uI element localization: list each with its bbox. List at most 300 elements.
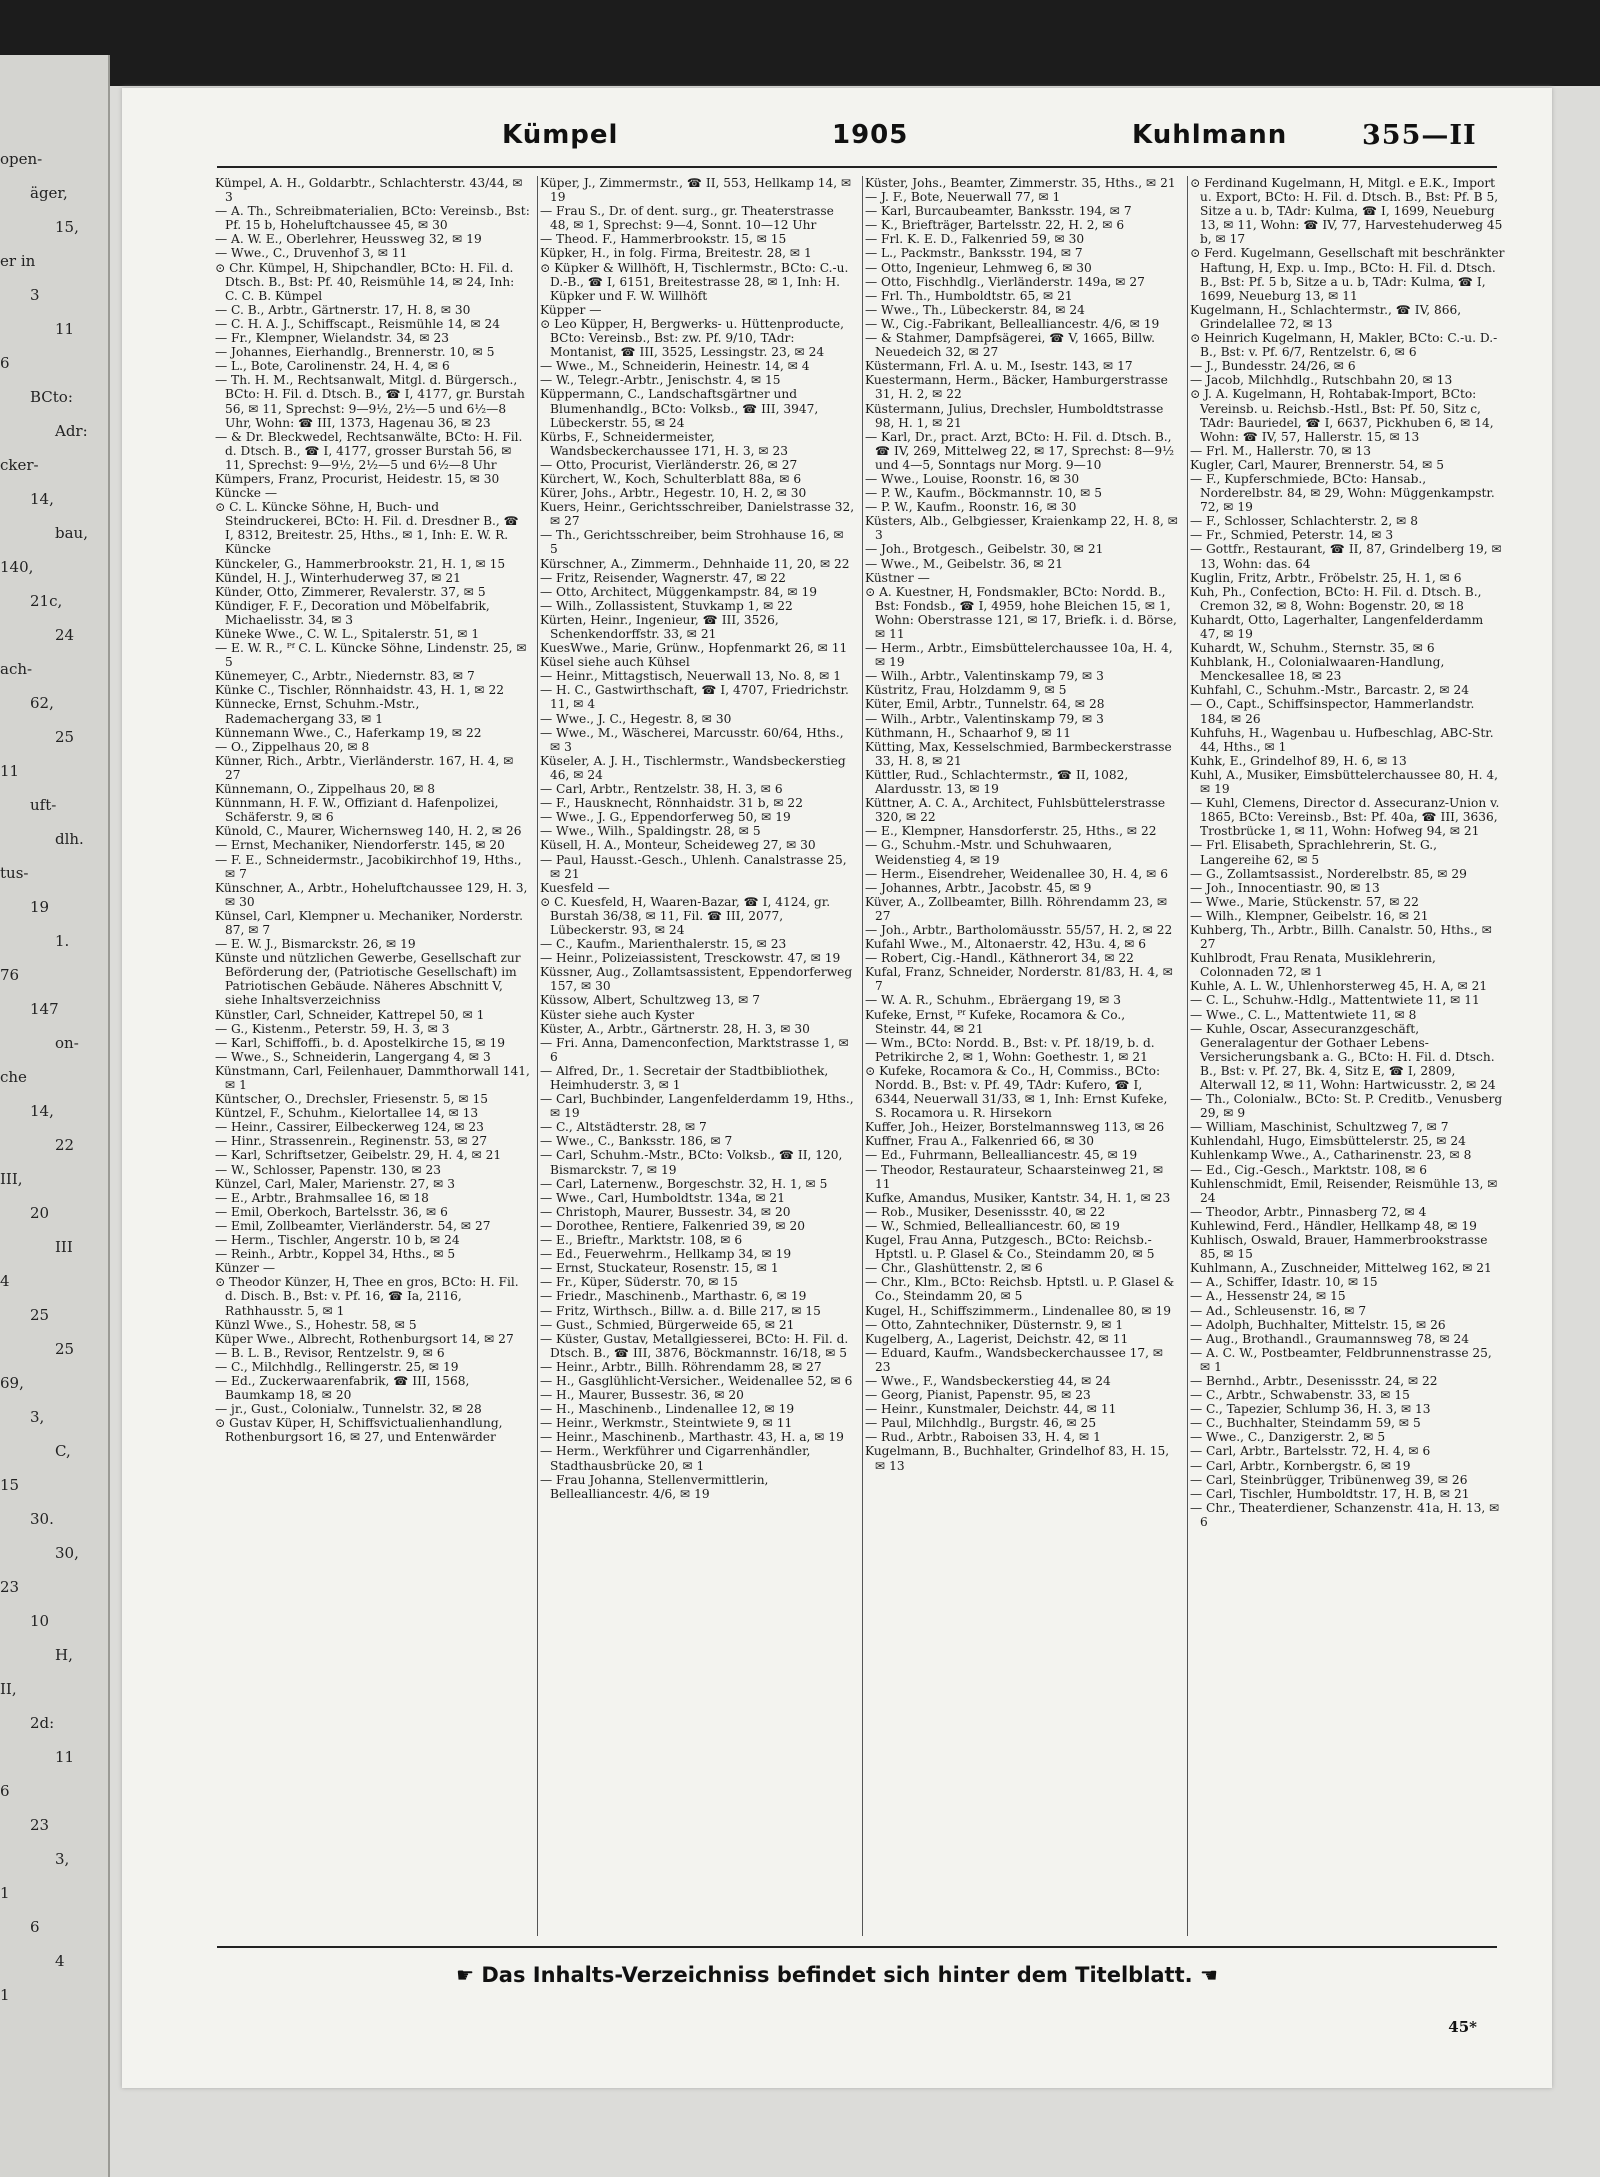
directory-entry: — Herm., Werkführer und Cigarrenhändler, Stadthausbrücke 20, ✉ 1 xyxy=(540,1444,811,1473)
directory-entry: — C., Milchhdlg., Rellingerstr. 25, ✉ 19 xyxy=(215,1359,459,1374)
adjacent-page-fragment: uft- xyxy=(30,796,57,814)
directory-entry: — Gottfr., Restaurant, ☎ II, 87, Grindelberg 19, ✉ 13, Wohn: das. 64 xyxy=(1190,542,1502,571)
adjacent-page-fragment: 1 xyxy=(0,1884,10,1902)
directory-entry: — Heinr., Mittagstisch, Neuerwall 13, No. 8, ✉ 1 xyxy=(540,669,841,684)
directory-entry: Kugler, Carl, Maurer, Brennerstr. 54, ✉ 5 xyxy=(1190,457,1444,472)
directory-entry: — Carl, Laternenw., Borgeschstr. 32, H. 1, ✉ 5 xyxy=(540,1176,828,1191)
directory-entry: — Wilh., Zollassistent, Stuvkamp 1, ✉ 22 xyxy=(540,598,793,613)
directory-entry: — Wilh., Klempner, Geibelstr. 16, ✉ 21 xyxy=(1190,908,1429,923)
directory-entry: — Theodor, Restaurateur, Schaarsteinweg 21, ✉ 11 xyxy=(865,1162,1164,1191)
adjacent-page-fragment: 23 xyxy=(30,1816,50,1834)
directory-entry: — G., Schuhm.-Mstr. und Schuhwaaren, Weidenstieg 4, ✉ 19 xyxy=(865,838,1112,867)
column-3 xyxy=(865,176,1180,1936)
directory-entry: — Eduard, Kaufm., Wandsbeckerchaussee 17, ✉ 23 xyxy=(865,1345,1164,1374)
adjacent-page-fragment: 4 xyxy=(0,1272,10,1290)
directory-entry: — Dorothee, Rentiere, Falkenried 39, ✉ 20 xyxy=(540,1218,805,1233)
directory-entry: — Rob., Musiker, Desenissstr. 40, ✉ 22 xyxy=(865,1204,1106,1219)
directory-entry: ⊙ Ferdinand Kugelmann, H, Mitgl. e E.K., Import u. Export, BCto: H. Fil. d. Dtsch. B., Bst: Pf. B 5, Sitze a u. b, TAdr: Kulma, ☎ I, 1699, Neueburg 13, ✉ 11, Wohn: ☎ IV, 77, Harvestehuderweg 45 b, ✉ 17 xyxy=(1190,176,1503,247)
directory-entry: — F., Hausknecht, Rönnhaidstr. 31 b, ✉ 22 xyxy=(540,796,803,811)
column-2 xyxy=(540,176,855,1936)
directory-entry: — Wwe., Wilh., Spaldingstr. 28, ✉ 5 xyxy=(540,824,761,839)
directory-entry: — C., Kaufm., Marienthalerstr. 15, ✉ 23 xyxy=(540,937,787,952)
directory-entry: Kufal, Franz, Schneider, Norderstr. 81/83, H. 4, ✉ 7 xyxy=(865,965,1173,994)
adjacent-page-fragment: er in xyxy=(0,252,36,270)
directory-entry: — Wwe., Marie, Stückenstr. 57, ✉ 22 xyxy=(1190,894,1419,909)
directory-entry: Künnmann, H. F. W., Offiziant d. Hafenpolizei, Schäferstr. 9, ✉ 6 xyxy=(215,796,499,825)
directory-entry: — Fr., Klempner, Wielandstr. 34, ✉ 23 xyxy=(215,331,449,346)
directory-entry: Kufahl Wwe., M., Altonaerstr. 42, H3u. 4, ✉ 6 xyxy=(865,937,1147,952)
directory-entry: — Emil, Zollbeamter, Vierländerstr. 54, ✉ 27 xyxy=(215,1218,491,1233)
directory-columns xyxy=(215,176,1507,1936)
directory-entry: — Ernst, Mechaniker, Niendorferstr. 145, ✉ 20 xyxy=(215,838,505,853)
adjacent-page-fragment: 15 xyxy=(0,1476,20,1494)
adjacent-page-fragment: 20 xyxy=(30,1204,50,1222)
footer-note xyxy=(122,1963,1552,1987)
directory-entry: Kuhfahl, C., Schuhm.-Mstr., Barcastr. 2, ✉ 24 xyxy=(1190,683,1469,698)
directory-entry: — Friedr., Maschinenb., Marthastr. 6, ✉ 19 xyxy=(540,1289,807,1304)
directory-entry: ⊙ Heinrich Kugelmann, H, Makler, BCto: C.-u. D.-B., Bst: v. Pf. 6/7, Rentzelstr. 6, ✉ 6 xyxy=(1190,331,1498,360)
directory-entry: — Wilh., Arbtr., Valentinskamp 79, ✉ 3 xyxy=(865,669,1104,684)
directory-entry: — E., Brieftr., Marktstr. 108, ✉ 6 xyxy=(540,1233,743,1248)
directory-entry: — Paul, Milchhdlg., Burgstr. 46, ✉ 25 xyxy=(865,1416,1097,1431)
adjacent-page-fragment: 2d: xyxy=(30,1714,55,1732)
column-divider xyxy=(537,176,538,1936)
adjacent-page-fragment: 15, xyxy=(55,218,79,236)
directory-entry: — C., Altstädterstr. 28, ✉ 7 xyxy=(540,1120,707,1135)
directory-entry: — F., Schlosser, Schlachterstr. 2, ✉ 8 xyxy=(1190,514,1418,529)
adjacent-page-fragment: 6 xyxy=(30,1918,40,1936)
directory-entry: — C., Arbtr., Schwabenstr. 33, ✉ 15 xyxy=(1190,1388,1410,1403)
adjacent-page-fragment: 25 xyxy=(55,1340,75,1358)
directory-entry: — Karl, Schriftsetzer, Geibelstr. 29, H. 4, ✉ 21 xyxy=(215,1148,502,1163)
directory-entry: — Alfred, Dr., 1. Secretair der Stadtbibliothek, Heimhuderstr. 3, ✉ 1 xyxy=(540,1063,829,1092)
directory-entry: — A. C. W., Postbeamter, Feldbrunnenstrasse 25, ✉ 1 xyxy=(1190,1345,1492,1374)
directory-entry: — Joh., Brotgesch., Geibelstr. 30, ✉ 21 xyxy=(865,542,1104,557)
directory-entry: Küstermann, Julius, Drechsler, Humboldtstrasse 98, H. 1, ✉ 21 xyxy=(865,401,1164,430)
directory-entry: ⊙ Küpker & Willhöft, H, Tischlermstr., BCto: C.-u. D.-B., ☎ I, 6151, Breitestrasse 28, ✉ 1, Inh: H. Küpker und F. W. Willhöft xyxy=(540,260,849,303)
directory-entry: — Carl, Steinbrügger, Tribünenweg 39, ✉ 26 xyxy=(1190,1472,1468,1487)
directory-entry: Künemeyer, C., Arbtr., Niedernstr. 83, ✉ 7 xyxy=(215,669,475,684)
directory-entry: — Theod. F., Hammerbrookstr. 15, ✉ 15 xyxy=(540,232,787,247)
directory-entry: — Ernst, Stuckateur, Rosenstr. 15, ✉ 1 xyxy=(540,1261,779,1276)
column-1 xyxy=(215,176,530,1936)
directory-entry: — Hinr., Strassenrein., Reginenstr. 53, ✉ 27 xyxy=(215,1134,488,1149)
adjacent-page-fragment: 21c, xyxy=(30,592,63,610)
directory-page xyxy=(122,88,1552,2088)
footer-text: Das Inhalts-Verzeichniss befindet sich hinter dem Titelblatt. xyxy=(481,1963,1193,1987)
directory-entry: — G., Zollamtsassist., Norderelbstr. 85, ✉ 29 xyxy=(1190,866,1467,881)
directory-entry: Kündel, H. J., Winterhuderweg 37, ✉ 21 xyxy=(215,570,461,585)
footer-rule xyxy=(217,1946,1497,1948)
directory-entry: Küver, A., Zollbeamter, Billh. Röhrendamm 23, ✉ 27 xyxy=(865,894,1168,923)
directory-entry: Kuhlenkamp Wwe., A., Catharinenstr. 23, ✉ 8 xyxy=(1190,1148,1472,1163)
directory-entry: Küthmann, H., Schaarhof 9, ✉ 11 xyxy=(865,725,1072,740)
directory-entry: ⊙ Gustav Küper, H, Schiffsvictualienhandlung, Rothenburgsort 16, ✉ 27, und Entenwärder xyxy=(215,1416,503,1445)
directory-entry: Kuhlbrodt, Frau Renata, Musiklehrerin, Colonnaden 72, ✉ 1 xyxy=(1190,951,1436,980)
directory-entry: Küttner, A. C. A., Architect, Fuhlsbüttelerstrasse 320, ✉ 22 xyxy=(865,796,1166,825)
adjacent-page-strip xyxy=(0,55,110,2177)
directory-entry: Künder, Otto, Zimmerer, Revalerstr. 37, ✉ 5 xyxy=(215,584,486,599)
directory-entry: — Ed., Feuerwehrm., Hellkamp 34, ✉ 19 xyxy=(540,1247,792,1262)
directory-entry: — Heinr., Kunstmaler, Deichstr. 44, ✉ 11 xyxy=(865,1402,1117,1417)
adjacent-page-fragment: 30. xyxy=(30,1510,54,1528)
directory-entry: — A., Schiffer, Idastr. 10, ✉ 15 xyxy=(1190,1275,1378,1290)
directory-entry: — Fr., Küper, Süderstr. 70, ✉ 15 xyxy=(540,1275,738,1290)
adjacent-page-fragment: H, xyxy=(55,1646,73,1664)
directory-entry: Künold, C., Maurer, Wichernsweg 140, H. 2, ✉ 26 xyxy=(215,824,522,839)
directory-entry: — Otto, Fischhdlg., Vierländerstr. 149a, ✉ 27 xyxy=(865,274,1145,289)
directory-entry: — E. W. R., ᴾᶠ C. L. Küncke Söhne, Lindenstr. 25, ✉ 5 xyxy=(215,641,527,670)
directory-entry: Künckeler, G., Hammerbrookstr. 21, H. 1, ✉ 15 xyxy=(215,556,506,571)
directory-entry: — Wwe., Louise, Roonstr. 16, ✉ 30 xyxy=(865,471,1080,486)
directory-entry: — Carl, Buchbinder, Langenfelderdamm 19, Hths., ✉ 19 xyxy=(540,1092,854,1121)
adjacent-page-fragment: 30, xyxy=(55,1544,79,1562)
adjacent-page-fragment: 22 xyxy=(55,1136,75,1154)
directory-entry: Kuhlisch, Oswald, Brauer, Hammerbrookstrasse 85, ✉ 15 xyxy=(1190,1233,1488,1262)
directory-entry: Künschner, A., Arbtr., Hoheluftchaussee 129, H. 3, ✉ 30 xyxy=(215,880,528,909)
directory-entry: Künsel, Carl, Klempner u. Mechaniker, Norderstr. 87, ✉ 7 xyxy=(215,908,524,937)
directory-entry: Kugelmann, B., Buchhalter, Grindelhof 83, H. 15, ✉ 13 xyxy=(865,1444,1170,1473)
adjacent-page-fragment: 69, xyxy=(0,1374,24,1392)
directory-entry: — Johannes, Eierhandlg., Brennerstr. 10, ✉ 5 xyxy=(215,345,495,360)
adjacent-page-fragment: 6 xyxy=(0,354,10,372)
directory-entry: Künste und nützlichen Gewerbe, Gesellschaft zur Beförderung der, (Patriotische Gesellschaft) im Patriotischen Gebäude. Näheres Abschnitt V, siehe Inhaltsverzeichniss xyxy=(215,951,521,1008)
directory-entry: Kugelberg, A., Lagerist, Deichstr. 42, ✉ 11 xyxy=(865,1331,1129,1346)
adjacent-page-fragment: 147 xyxy=(30,1000,59,1018)
adjacent-page-fragment: III xyxy=(55,1238,73,1256)
directory-entry: Künnemann, O., Zippelhaus 20, ✉ 8 xyxy=(215,782,436,797)
directory-entry: — Ad., Schleusenstr. 16, ✉ 7 xyxy=(1190,1303,1367,1318)
directory-entry: — Chr., Glashüttenstr. 2, ✉ 6 xyxy=(865,1261,1043,1276)
directory-entry: Küppermann, C., Landschaftsgärtner und Blumenhandlg., BCto: Volksb., ☎ III, 3947, Lübeckerstr. 55, ✉ 24 xyxy=(540,387,819,430)
directory-entry: — Johannes, Arbtr., Jacobstr. 45, ✉ 9 xyxy=(865,880,1092,895)
directory-entry: — Ed., Fuhrmann, Bellealliancestr. 45, ✉ 19 xyxy=(865,1148,1138,1163)
directory-entry: Kürchert, W., Koch, Schulterblatt 88a, ✉ 6 xyxy=(540,471,802,486)
page-header xyxy=(122,120,1552,160)
directory-entry: Kündiger, F. F., Decoration und Möbelfabrik, Michaelisstr. 34, ✉ 3 xyxy=(215,598,490,627)
directory-entry: — Paul, Hausst.-Gesch., Uhlenh. Canalstrasse 25, ✉ 21 xyxy=(540,852,847,881)
directory-entry: Kuhl, A., Musiker, Eimsbüttelerchaussee 80, H. 4, ✉ 19 xyxy=(1190,767,1498,797)
adjacent-page-fragment: che xyxy=(0,1068,27,1086)
adjacent-page-fragment: tus- xyxy=(0,864,29,882)
directory-entry: — Heinr., Maschinenb., Marthastr. 43, H. a, ✉ 19 xyxy=(540,1430,844,1445)
directory-entry: — Rud., Arbtr., Raboisen 33, H. 4, ✉ 1 xyxy=(865,1430,1101,1445)
directory-entry: — Frau Johanna, Stellenvermittlerin, Bellealliancestr. 4/6, ✉ 19 xyxy=(540,1472,769,1501)
directory-entry: — Karl, Burcaubeamter, Banksstr. 194, ✉ 7 xyxy=(865,204,1132,219)
directory-entry: — E., Klempner, Hansdorferstr. 25, Hths., ✉ 22 xyxy=(865,824,1157,839)
directory-entry: — L., Bote, Carolinenstr. 24, H. 4, ✉ 6 xyxy=(215,359,450,374)
directory-entry: Küssow, Albert, Schultzweg 13, ✉ 7 xyxy=(540,993,760,1008)
adjacent-page-fragment: 11 xyxy=(55,320,75,338)
directory-entry: Küstritz, Frau, Holzdamm 9, ✉ 5 xyxy=(865,683,1067,698)
directory-entry: Kürbs, F., Schneidermeister, Wandsbeckerchaussee 171, H. 3, ✉ 23 xyxy=(540,429,788,458)
directory-entry: — Carl, Schuhm.-Mstr., BCto: Volksb., ☎ II, 120, Bismarckstr. 7, ✉ 19 xyxy=(540,1148,843,1177)
directory-entry: Küper Wwe., Albrecht, Rothenburgsort 14, ✉ 27 xyxy=(215,1331,514,1346)
directory-entry: Kuhberg, Th., Arbtr., Billh. Canalstr. 50, Hths., ✉ 27 xyxy=(1190,922,1492,952)
directory-entry: Kuhardt, Otto, Lagerhalter, Langenfelderdamm 47, ✉ 19 xyxy=(1190,612,1484,641)
header-last-entry: Kuhlmann xyxy=(1132,120,1288,150)
directory-entry: — L., Packmstr., Banksstr. 194, ✉ 7 xyxy=(865,246,1083,261)
directory-entry: — Ed., Zuckerwaarenfabrik, ☎ III, 1568, Baumkamp 18, ✉ 20 xyxy=(215,1373,470,1403)
directory-entry: — Bernhd., Arbtr., Desenissstr. 24, ✉ 22 xyxy=(1190,1373,1438,1388)
adjacent-page-fragment: 11 xyxy=(0,762,20,780)
directory-entry: Kuhblank, H., Colonialwaaren-Handlung, Menckesallee 18, ✉ 23 xyxy=(1190,655,1445,684)
directory-entry: — O., Zippelhaus 20, ✉ 8 xyxy=(215,739,370,754)
column-divider xyxy=(862,176,863,1936)
directory-entry: — Herm., Tischler, Angerstr. 10 b, ✉ 24 xyxy=(215,1233,460,1248)
directory-entry: — Wwe., J. C., Hegestr. 8, ✉ 30 xyxy=(540,711,732,726)
directory-entry: Kuhardt, W., Schuhm., Sternstr. 35, ✉ 6 xyxy=(1190,641,1435,656)
directory-entry: — Otto, Procurist, Vierländerstr. 26, ✉ 27 xyxy=(540,457,798,472)
pointing-hand-left-icon: ☛ xyxy=(456,1963,475,1987)
directory-entry: Kürer, Johs., Arbtr., Hegestr. 10, H. 2, ✉ 30 xyxy=(540,486,807,501)
directory-entry: Künke C., Tischler, Rönnhaidstr. 43, H. 1, ✉ 22 xyxy=(215,683,504,698)
directory-entry: — Frl. K. E. D., Falkenried 59, ✉ 30 xyxy=(865,232,1085,247)
directory-entry: Kuestermann, Herm., Bäcker, Hamburgerstrasse 31, H. 2, ✉ 22 xyxy=(865,373,1168,402)
directory-entry: — Jacob, Milchhdlg., Rutschbahn 20, ✉ 13 xyxy=(1190,373,1453,388)
directory-entry: — Kuhle, Oscar, Assecuranzgeschäft, Generalagentur der Gothaer Lebens-Versicherungsbank a. G., BCto: H. Fil. d. Dtsch. B., Bst: v. Pf. 27, Bk. 4, Sitz E, ☎ I, 2809, Alterwall 12, ✉ 11, Wohn: Hartwicusstr. 2, ✉ 24 xyxy=(1190,1021,1496,1092)
adjacent-page-fragment: Adr: xyxy=(55,422,88,440)
directory-entry: Künzel, Carl, Maler, Marienstr. 27, ✉ 3 xyxy=(215,1176,455,1191)
directory-entry: ⊙ Leo Küpper, H, Bergwerks- u. Hüttenproducte, BCto: Vereinsb., Bst: zw. Pf. 9/10, TAdr: Montanist, ☎ III, 3525, Lessingstr. 23, ✉ 24 xyxy=(540,316,844,360)
directory-entry: — Heinr., Polizeiassistent, Tresckowstr. 47, ✉ 19 xyxy=(540,951,841,966)
directory-entry: Kuesfeld — xyxy=(540,880,610,895)
directory-entry: Küster siehe auch Kyster xyxy=(540,1007,695,1022)
directory-entry: — J. F., Bote, Neuerwall 77, ✉ 1 xyxy=(865,190,1061,205)
directory-entry: — Fritz, Reisender, Wagnerstr. 47, ✉ 22 xyxy=(540,570,786,585)
directory-entry: Küster, Johs., Beamter, Zimmerstr. 35, Hths., ✉ 21 xyxy=(865,176,1176,190)
directory-entry: — Herm., Eisendreher, Weidenallee 30, H. 4, ✉ 6 xyxy=(865,866,1168,881)
header-first-entry: Kümpel xyxy=(502,120,619,150)
directory-entry: — Wwe., C., Druvenhof 3, ✉ 11 xyxy=(215,246,408,261)
directory-entry: Künstmann, Carl, Feilenhauer, Dammthorwall 141, ✉ 1 xyxy=(215,1063,530,1092)
directory-entry: — Wwe., J. G., Eppendorferweg 50, ✉ 19 xyxy=(540,810,791,825)
directory-entry: Küstermann, Frl. A. u. M., Isestr. 143, ✉ 17 xyxy=(865,359,1133,374)
directory-entry: Küpper — xyxy=(540,302,602,317)
adjacent-page-fragment: 140, xyxy=(0,558,34,576)
directory-entry: ⊙ Kufeke, Rocamora & Co., H, Commiss., BCto: Nordd. B., Bst: v. Pf. 49, TAdr: Kufero, ☎ I, 6344, Neuerwall 31/33, ✉ 1, Inh: Ernst Kufeke, S. Rocamora u. R. Hirsekorn xyxy=(865,1063,1168,1121)
directory-entry: Kuh, Ph., Confection, BCto: H. Fil. d. Dtsch. B., Cremon 32, ✉ 8, Wohn: Bogenstr. 20, ✉ 18 xyxy=(1190,584,1482,613)
directory-entry: Kugel, H., Schiffszimmerm., Lindenallee 80, ✉ 19 xyxy=(865,1303,1171,1318)
directory-entry: — & Dr. Bleckwedel, Rechtsanwälte, BCto: H. Fil. d. Dtsch. B., ☎ I, 4177, grosser Burstah 56, ✉ 11, Sprechst: 9—9½, 2½—5 und 6½—8 Uhr xyxy=(215,429,523,472)
directory-entry: — Reinh., Arbtr., Koppel 34, Hths., ✉ 5 xyxy=(215,1247,456,1262)
directory-entry: — H., Maurer, Bussestr. 36, ✉ 20 xyxy=(540,1388,744,1403)
directory-entry: Kuhlendahl, Hugo, Eimsbüttelerstr. 25, ✉ 24 xyxy=(1190,1134,1466,1149)
directory-entry: — H. C., Gastwirthschaft, ☎ I, 4707, Friedrichstr. 11, ✉ 4 xyxy=(540,683,849,712)
directory-entry: Küsters, Alb., Gelbgiesser, Kraienkamp 22, H. 8, ✉ 3 xyxy=(865,514,1178,543)
directory-entry: — G., Kistenm., Peterstr. 59, H. 3, ✉ 3 xyxy=(215,1021,450,1036)
directory-entry: ⊙ A. Kuestner, H, Fondsmakler, BCto: Nordd. B., Bst: Fondsb., ☎ I, 4959, hohe Bleichen 15, ✉ 1, Wohn: Oberstrasse 121, ✉ 17, Briefk. i. d. Börse, ✉ 11 xyxy=(865,584,1177,641)
directory-entry: — C. B., Arbtr., Gärtnerstr. 17, H. 8, ✉ 30 xyxy=(215,302,471,317)
directory-entry: — Adolph, Buchhalter, Mittelstr. 15, ✉ 26 xyxy=(1190,1317,1446,1332)
adjacent-page-fragment: 1. xyxy=(55,932,70,950)
adjacent-page-fragment: cker- xyxy=(0,456,39,474)
directory-entry: Küper, J., Zimmermstr., ☎ II, 553, Hellkamp 14, ✉ 19 xyxy=(540,176,852,205)
directory-entry: — Carl, Arbtr., Rentzelstr. 38, H. 3, ✉ 6 xyxy=(540,782,783,797)
directory-entry: — Frl. M., Hallerstr. 70, ✉ 13 xyxy=(1190,443,1372,458)
directory-entry: — Joh., Innocentiastr. 90, ✉ 13 xyxy=(1190,880,1380,895)
adjacent-page-fragment: 25 xyxy=(30,1306,50,1324)
directory-entry: Künstler, Carl, Schneider, Kattrepel 50, ✉ 1 xyxy=(215,1007,485,1022)
directory-entry: — William, Maschinist, Schultzweg 7, ✉ 7 xyxy=(1190,1120,1449,1135)
directory-entry: — Frl. Th., Humboldtstr. 65, ✉ 21 xyxy=(865,288,1073,303)
directory-entry: — H., Gasglühlicht-Versicher., Weidenallee 52, ✉ 6 xyxy=(540,1373,853,1388)
directory-entry: — Wwe., Carl, Humboldtstr. 134a, ✉ 21 xyxy=(540,1190,785,1205)
adjacent-page-fragment: 10 xyxy=(30,1612,50,1630)
adjacent-page-fragment: 14, xyxy=(30,490,54,508)
directory-entry: — Wwe., C., Danzigerstr. 2, ✉ 5 xyxy=(1190,1430,1386,1445)
adjacent-page-fragment: ach- xyxy=(0,660,33,678)
adjacent-page-fragment: on- xyxy=(55,1034,79,1052)
directory-entry: — J., Bundesstr. 24/26, ✉ 6 xyxy=(1190,359,1356,374)
top-dark-border xyxy=(0,0,1600,86)
directory-entry: — W. A. R., Schuhm., Ebräergang 19, ✉ 3 xyxy=(865,993,1121,1008)
directory-entry: Kuffner, Frau A., Falkenried 66, ✉ 30 xyxy=(865,1134,1095,1149)
directory-entry: Künnecke, Ernst, Schuhm.-Mstr., Rademachergang 33, ✉ 1 xyxy=(215,697,420,726)
pointing-hand-right-icon: ☚ xyxy=(1199,1963,1218,1987)
directory-entry: — C., Tapezier, Schlump 36, H. 3, ✉ 13 xyxy=(1190,1402,1431,1417)
directory-entry: — Heinr., Arbtr., Billh. Röhrendamm 28, ✉ 27 xyxy=(540,1359,822,1374)
directory-entry: — A., Hessenstr 24, ✉ 15 xyxy=(1190,1289,1346,1304)
directory-entry: — K., Briefträger, Bartelsstr. 22, H. 2, ✉ 6 xyxy=(865,218,1125,233)
directory-entry: — Frau S., Dr. of dent. surg., gr. Theaterstrasse 48, ✉ 1, Sprechst: 9—4, Sonnt. 10—12 Uhr xyxy=(540,204,834,233)
adjacent-page-fragment: open- xyxy=(0,150,43,168)
signature-mark: 45* xyxy=(1448,2018,1477,2036)
directory-entry: — Ed., Cig.-Gesch., Marktstr. 108, ✉ 6 xyxy=(1190,1162,1427,1177)
adjacent-page-fragment: 3, xyxy=(30,1408,45,1426)
directory-entry: Kugel, Frau Anna, Putzgesch., BCto: Reichsb.-Hptstl. u. P. Glasel & Co., Steindamm 20, ✉ 5 xyxy=(865,1233,1155,1262)
directory-entry: — Joh., Arbtr., Bartholomäusstr. 55/57, H. 2, ✉ 22 xyxy=(865,922,1173,937)
directory-entry: — Karl, Schiffoffi., b. d. Apostelkirche 15, ✉ 19 xyxy=(215,1035,506,1050)
directory-entry: — Fri. Anna, Damenconfection, Marktstrasse 1, ✉ 6 xyxy=(540,1035,849,1064)
directory-entry: Küter, Emil, Arbtr., Tunnelstr. 64, ✉ 28 xyxy=(865,697,1105,712)
adjacent-page-fragment: 19 xyxy=(30,898,50,916)
directory-entry: Küncke — xyxy=(215,486,278,501)
directory-entry: — Carl, Arbtr., Bartelsstr. 72, H. 4, ✉ 6 xyxy=(1190,1444,1431,1459)
directory-entry: — P. W., Kaufm., Böckmannstr. 10, ✉ 5 xyxy=(865,486,1102,501)
directory-entry: Kufke, Amandus, Musiker, Kantstr. 34, H. 1, ✉ 23 xyxy=(865,1190,1171,1205)
directory-entry: — A. W. E., Oberlehrer, Heussweg 32, ✉ 19 xyxy=(215,232,482,247)
directory-entry: Küpker, H., in folg. Firma, Breitestr. 28, ✉ 1 xyxy=(540,246,812,261)
adjacent-page-fragment: 76 xyxy=(0,966,20,984)
directory-entry: — F. E., Schneidermstr., Jacobikirchhof 19, Hths., ✉ 7 xyxy=(215,852,522,881)
directory-entry: — F., Kupferschmiede, BCto: Hansab., Norderelbstr. 84, ✉ 29, Wohn: Müggenkampstr. 72, ✉ 19 xyxy=(1190,471,1495,515)
directory-entry: — Aug., Brothandl., Graumannsweg 78, ✉ 24 xyxy=(1190,1331,1470,1346)
directory-entry: ⊙ C. L. Küncke Söhne, H, Buch- und Steindruckerei, BCto: H. Fil. d. Dresdner B., ☎ I, 8312, Breitestr. 25, Hths., ✉ 1, Inh: E. W. R. Küncke xyxy=(215,500,519,557)
directory-entry: — Fr., Schmied, Peterstr. 14, ✉ 3 xyxy=(1190,528,1394,543)
header-page-number: 355—II xyxy=(1362,120,1477,151)
directory-entry: — A. Th., Schreibmaterialien, BCto: Vereinsb., Bst: Pf. 15 b, Hoheluftchaussee 45, ✉ 30 xyxy=(215,204,530,233)
directory-entry: Kuhk, E., Grindelhof 89, H. 6, ✉ 13 xyxy=(1190,753,1407,768)
directory-entry: — Otto, Ingenieur, Lehmweg 6, ✉ 30 xyxy=(865,260,1092,275)
directory-entry: Kuhlmann, A., Zuschneider, Mittelweg 162, ✉ 21 xyxy=(1190,1261,1492,1276)
column-divider xyxy=(1187,176,1188,1936)
directory-entry: — Fritz, Wirthsch., Billw. a. d. Bille 217, ✉ 15 xyxy=(540,1303,821,1318)
directory-entry: ⊙ Theodor Künzer, H, Thee en gros, BCto: H. Fil. d. Disch. B., Bst: v. Pf. 16, ☎ Ia, 2116, Rathhausstr. 5, ✉ 1 xyxy=(215,1275,519,1318)
directory-entry: Kürschner, A., Zimmerm., Dehnhaide 11, 20, ✉ 22 xyxy=(540,556,850,571)
adjacent-page-fragment: 62, xyxy=(30,694,54,712)
directory-entry: — Wwe., C., Banksstr. 186, ✉ 7 xyxy=(540,1134,733,1149)
directory-entry: — Th. H. M., Rechtsanwalt, Mitgl. d. Bürgersch., BCto: H. Fil. d. Dtsch. B., ☎ I, 4177, gr. Burstah 56, ✉ 11, Sprechst: 9—9½, 2½—5 und 6½—8 Uhr, Wohn: ☎ III, 1373, Hagenau 36, ✉ 23 xyxy=(215,373,525,430)
directory-entry: — Emil, Oberkoch, Bartelsstr. 36, ✉ 6 xyxy=(215,1204,448,1219)
directory-entry: Kuglin, Fritz, Arbtr., Fröbelstr. 25, H. 1, ✉ 6 xyxy=(1190,570,1462,585)
directory-entry: Küstner — xyxy=(865,570,930,585)
directory-entry: Küntzel, F., Schuhm., Kielortallee 14, ✉ 13 xyxy=(215,1106,479,1121)
directory-entry: Küneke Wwe., C. W. L., Spitalerstr. 51, ✉ 1 xyxy=(215,627,480,641)
directory-entry: Küsel siehe auch Kühsel xyxy=(540,655,690,670)
adjacent-page-fragment: dlh. xyxy=(55,830,84,848)
directory-entry: — Wwe., C. L., Mattentwiete 11, ✉ 8 xyxy=(1190,1007,1417,1022)
directory-entry: ⊙ C. Kuesfeld, H, Waaren-Bazar, ☎ I, 4124, gr. Burstah 36/38, ✉ 11, Fil. ☎ III, 2077, Lübeckerstr. 93, ✉ 24 xyxy=(540,894,831,937)
directory-entry: — Christoph, Maurer, Bussestr. 34, ✉ 20 xyxy=(540,1204,791,1219)
directory-entry: — Wwe., Th., Lübeckerstr. 84, ✉ 24 xyxy=(865,302,1085,317)
directory-entry: — Küster, Gustav, Metallgiesserei, BCto: H. Fil. d. Dtsch. B., ☎ III, 3876, Böckmannstr. 16/18, ✉ 5 xyxy=(540,1331,849,1360)
adjacent-page-fragment: 14, xyxy=(30,1102,54,1120)
directory-entry: Küseler, A. J. H., Tischlermstr., Wandsbeckerstieg 46, ✉ 24 xyxy=(540,753,846,782)
directory-entry: Küntscher, O., Drechsler, Friesenstr. 5, ✉ 15 xyxy=(215,1092,488,1107)
directory-entry: Küsell, H. A., Monteur, Scheideweg 27, ✉ 30 xyxy=(540,838,816,853)
directory-entry: — Th., Colonialw., BCto: St. P. Creditb., Venusberg 29, ✉ 9 xyxy=(1190,1092,1503,1121)
directory-entry: — P. W., Kaufm., Roonstr. 16, ✉ 30 xyxy=(865,500,1077,515)
adjacent-page-fragment: 24 xyxy=(55,626,75,644)
directory-entry: — Wwe., M., Schneiderin, Heinestr. 14, ✉ 4 xyxy=(540,359,810,374)
adjacent-page-fragment: bau, xyxy=(55,524,88,542)
directory-entry: Kufeke, Ernst, ᴾᶠ Kufeke, Rocamora & Co., Steinstr. 44, ✉ 21 xyxy=(865,1007,1126,1036)
column-4 xyxy=(1190,176,1505,1936)
directory-entry: Kuhlenschmidt, Emil, Reisender, Reismühle 13, ✉ 24 xyxy=(1190,1176,1498,1205)
directory-entry: ⊙ Chr. Kümpel, H, Shipchandler, BCto: H. Fil. d. Dtsch. B., Bst: Pf. 40, Reismühle 14, ✉ 24, Inh: C. C. B. Kümpel xyxy=(215,260,515,303)
directory-entry: — O., Capt., Schiffsinspector, Hammerlandstr. 184, ✉ 26 xyxy=(1190,697,1475,726)
directory-entry: — E. W. J., Bismarckstr. 26, ✉ 19 xyxy=(215,937,416,952)
adjacent-page-fragment: C, xyxy=(55,1442,71,1460)
directory-entry: — Wm., BCto: Nordd. B., Bst: v. Pf. 18/19, b. d. Petrikirche 2, ✉ 1, Wohn: Goethestr. 1, ✉ 21 xyxy=(865,1035,1155,1064)
directory-entry: — W., Schmied, Bellealliancestr. 60, ✉ 19 xyxy=(865,1218,1120,1233)
directory-entry: Kümpers, Franz, Procurist, Heidestr. 15, ✉ 30 xyxy=(215,471,500,486)
directory-entry: — Carl, Tischler, Humboldtstr. 17, H. B, ✉ 21 xyxy=(1190,1486,1470,1501)
adjacent-page-fragment: 23 xyxy=(0,1578,20,1596)
directory-entry: — Karl, Dr., pract. Arzt, BCto: H. Fil. d. Dtsch. B., ☎ IV, 269, Mittelweg 22, ✉ 17, Sprechst: 8—9½ und 4—5, Sonntags nur Morg. 9—10 xyxy=(865,429,1175,472)
directory-entry: — Georg, Pianist, Papenstr. 95, ✉ 23 xyxy=(865,1388,1091,1403)
directory-entry: — C., Buchhalter, Steindamm 59, ✉ 5 xyxy=(1190,1416,1421,1431)
adjacent-page-fragment: 1 xyxy=(0,1986,10,2004)
directory-entry: Kuhlewind, Ferd., Händler, Hellkamp 48, ✉ 19 xyxy=(1190,1218,1477,1233)
directory-entry: Kütting, Max, Kesselschmied, Barmbeckerstrasse 33, H. 8, ✉ 21 xyxy=(865,739,1172,768)
directory-entry: ⊙ Ferd. Kugelmann, Gesellschaft mit beschränkter Haftung, H, Exp. u. Imp., BCto: H. Fil. d. Dtsch. B., Bst: Pf. 5 b, Sitze a u. b, TAdr: Kulma, ☎ I, 1699, Neueburg 13, ✉ 11 xyxy=(1190,246,1505,303)
directory-entry: Kugelmann, H., Schlachtermstr., ☎ IV, 866, Grindelallee 72, ✉ 13 xyxy=(1190,302,1462,331)
directory-entry: — Herm., Arbtr., Eimsbüttelerchaussee 10a, H. 4, ✉ 19 xyxy=(865,641,1173,670)
adjacent-page-fragment: 11 xyxy=(55,1748,75,1766)
directory-entry: — Otto, Zahntechniker, Düsternstr. 9, ✉ 1 xyxy=(865,1317,1124,1332)
directory-entry: — Theodor, Arbtr., Pinnasberg 72, ✉ 4 xyxy=(1190,1204,1427,1219)
adjacent-page-fragment: III, xyxy=(0,1170,23,1188)
directory-entry: — Heinr., Werkmstr., Steintwiete 9, ✉ 11 xyxy=(540,1416,793,1431)
adjacent-page-fragment: 4 xyxy=(55,1952,65,1970)
directory-entry: — Wwe., F., Wandsbeckerstieg 44, ✉ 24 xyxy=(865,1373,1111,1388)
adjacent-page-fragment: II, xyxy=(0,1680,17,1698)
adjacent-page-fragment: äger, xyxy=(30,184,68,202)
adjacent-page-fragment: BCto: xyxy=(30,388,73,406)
directory-entry: KuesWwe., Marie, Grünw., Hopfenmarkt 26, ✉ 11 xyxy=(540,641,848,656)
directory-entry: — Kuhl, Clemens, Director d. Assecuranz-Union v. 1865, BCto: Vereinsb., Bst: Pf. 40a, ☎ III, 3636, Trostbrücke 1, ✉ 11, Wohn: Hofweg 94, ✉ 21 xyxy=(1190,796,1500,839)
header-year: 1905 xyxy=(832,120,909,150)
directory-entry: — W., Schlosser, Papenstr. 130, ✉ 23 xyxy=(215,1162,442,1177)
directory-entry: — Wwe., M., Wäscherei, Marcusstr. 60/64, Hths., ✉ 3 xyxy=(540,725,844,754)
directory-entry: Kuhfuhs, H., Wagenbau u. Hufbeschlag, ABC-Str. 44, Hths., ✉ 1 xyxy=(1190,725,1494,754)
directory-entry: Künner, Rich., Arbtr., Vierländerstr. 167, H. 4, ✉ 27 xyxy=(215,753,514,782)
directory-entry: — C. H. A. J., Schiffscapt., Reismühle 14, ✉ 24 xyxy=(215,316,501,331)
directory-entry: — E., Arbtr., Brahmsallee 16, ✉ 18 xyxy=(215,1190,429,1205)
directory-entry: — Heinr., Cassirer, Eilbeckerweg 124, ✉ 23 xyxy=(215,1120,484,1135)
